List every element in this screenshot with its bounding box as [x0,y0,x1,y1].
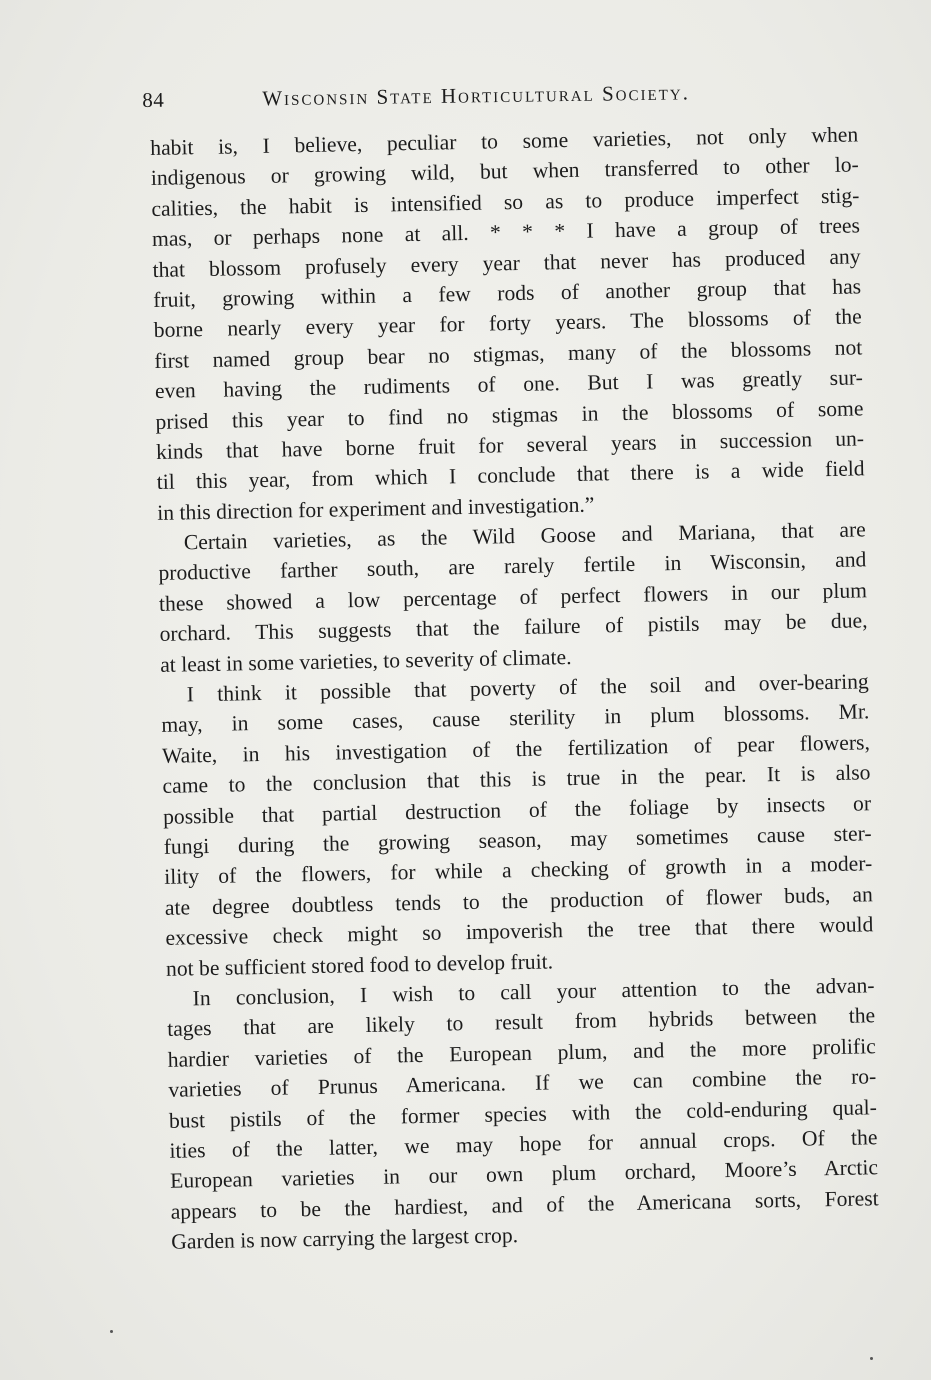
text-line: appears to be the hardiest, and of the Americana sorts, Forest [170,1185,879,1224]
text-line: fungi during the growing season, may sometimes cause ster- [163,821,872,859]
text-line: orchard. This suggests that the failure of pistils may be due, [159,608,868,647]
body-text [150,119,879,1257]
text-line: even having the rudiments of one. But I was greatly sur- [154,365,864,404]
text-line: ility of the flowers, for while a checking of growth in a moder- [164,851,873,890]
text-line: came to the conclusion that this is true in the pear. It is also [162,760,871,799]
text-line: Garden is now carrying the largest crop. [171,1223,519,1254]
paper-speck [110,1330,113,1333]
text-line: varieties of Prunus Americana. If we can combine the ro- [168,1064,877,1102]
text-line: bust pistils of the former species with the cold-enduring qual- [168,1094,878,1133]
running-title: Wisconsin State Horticultural Society. [262,80,691,111]
paper-speck [870,1357,873,1360]
text-line: kinds that have borne fruit for several years in succession un- [155,426,865,464]
text-line: fruit, growing within a few rods of another group that has [152,274,862,312]
paragraph-4 [166,970,879,1257]
text-line: possible that partial destruction of the foliage by insects or [162,790,872,829]
text-line: calities, the habit is intensified so as to produce imperfect stig- [151,183,860,221]
text-line: these showed a low percentage of perfect flowers in our plum [158,578,868,616]
text-line: til this year, from which I conclude that there is a wide field [156,456,865,495]
text-line: habit is, I believe, peculiar to some varieties, not only when [150,122,859,160]
text-line: ate degree doubtless tends to the production of flower buds, an [164,882,873,920]
text-line: European varieties in our own plum orchard, Moore’s Arctic [169,1155,879,1194]
paragraph-1 [150,119,865,528]
text-line: first named group bear no stigmas, many of the blossoms not [154,335,863,373]
text-line: indigenous or growing wild, but when transferred to other lo- [150,152,859,191]
text-line: I think it possible that poverty of the soil and over-bearing [186,669,869,707]
text-line: mas, or perhaps none at all. * * * I have a group of trees [151,213,861,252]
text-line: may, in some cases, cause sterility in plum blossoms. Mr. [161,699,870,738]
running-head [142,70,862,120]
text-line: ities of the latter, we may hope for annual crops. Of the [169,1125,878,1163]
paragraph-2 [158,514,869,680]
paragraph-3 [161,666,875,983]
text-line: at least in some varieties, to severity of climate. [159,644,572,677]
text-line: excessive check might so impoverish the tree that there would [165,912,874,951]
text-line: prised this year to find no stigmas in the blossoms of some [155,395,864,434]
text-line: In conclusion, I wish to call your attention to the advan- [192,973,875,1011]
text-line: borne nearly every year for forty years. The blossoms of the [153,304,862,343]
text-line: hardier varieties of the European plum, and the more prolific [167,1033,876,1072]
text-line: Waite, in his investigation of the fertilization of pear flowers, [161,730,871,768]
text-line: that blossom profusely every year that never has produced any [152,243,861,282]
text-line: in this direction for experiment and investigation.” [157,492,595,525]
text-line: not be sufficient stored food to develop fruit. [165,948,554,981]
text-line: Certain varieties, as the Wild Goose and Mariana, that are [183,517,866,555]
page-number: 84 [142,87,165,112]
text-line: productive farther south, are rarely fertile in Wisconsin, and [158,547,867,586]
text-line: tages that are likely to result from hybrids between the [166,1003,876,1042]
